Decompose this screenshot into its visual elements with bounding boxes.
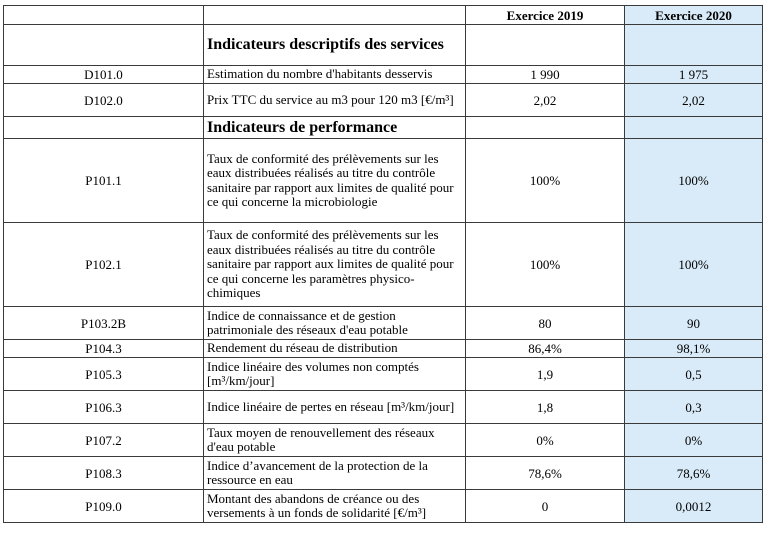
indicator-code: P105.3 — [4, 358, 204, 391]
value-2019: 78,6% — [466, 457, 625, 490]
indicator-label: Indice linéaire des volumes non comptés [m³/km/jour] — [204, 358, 466, 391]
value-2019: 86,4% — [466, 340, 625, 358]
value-2020: 0% — [625, 424, 763, 457]
value-2020: 0,5 — [625, 358, 763, 391]
table-row — [4, 139, 763, 223]
indicator-code: D102.0 — [4, 84, 204, 117]
table-row — [4, 424, 763, 457]
indicator-code: P106.3 — [4, 391, 204, 424]
section-title: Indicateurs de performance — [204, 117, 466, 139]
table-row — [4, 84, 763, 117]
value-2020: 90 — [625, 307, 763, 340]
value-2019: 1 990 — [466, 66, 625, 84]
indicator-label: Taux de conformité des prélèvements sur les eaux distribuées réalisés au titre du contrôle sanitaire par rapport aux limites de qualité pour ce qui concerne les paramètres physico-chimiques — [204, 223, 466, 307]
section-title: Indicateurs descriptifs des services — [204, 25, 466, 66]
indicator-label: Montant des abandons de créance ou des versements à un fonds de solidarité [€/m³] — [204, 490, 466, 523]
value-2020: 0,3 — [625, 391, 763, 424]
indicator-code: P108.3 — [4, 457, 204, 490]
value-2020: 98,1% — [625, 340, 763, 358]
header-code — [4, 6, 204, 25]
value-2019: 1,8 — [466, 391, 625, 424]
indicator-code: P109.0 — [4, 490, 204, 523]
value-2020: 78,6% — [625, 457, 763, 490]
table-row — [4, 457, 763, 490]
section-code-cell — [4, 25, 204, 66]
value-2019: 0 — [466, 490, 625, 523]
indicator-label: Indice linéaire de pertes en réseau [m³/km/jour] — [204, 391, 466, 424]
indicator-label: Taux de conformité des prélèvements sur les eaux distribuées réalisés au titre du contrôle sanitaire par rapport aux limites de qualité pour ce qui concerne la microbiologie — [204, 139, 466, 223]
section-2019-cell — [466, 25, 625, 66]
table-row — [4, 223, 763, 307]
indicator-code: P103.2B — [4, 307, 204, 340]
indicator-label: Rendement du réseau de distribution — [204, 340, 466, 358]
table-row — [4, 340, 763, 358]
value-2019: 100% — [466, 139, 625, 223]
section-code-cell — [4, 117, 204, 139]
table-row — [4, 66, 763, 84]
indicator-code: P101.1 — [4, 139, 204, 223]
table-row — [4, 391, 763, 424]
indicator-label: Indice d’avancement de la protection de la ressource en eau — [204, 457, 466, 490]
value-2020: 100% — [625, 223, 763, 307]
indicator-label: Indice de connaissance et de gestion patrimoniale des réseaux d'eau potable — [204, 307, 466, 340]
value-2019: 100% — [466, 223, 625, 307]
section-row — [4, 25, 763, 66]
indicator-label: Estimation du nombre d'habitants desservis — [204, 66, 466, 84]
value-2020: 1 975 — [625, 66, 763, 84]
indicator-code: P107.2 — [4, 424, 204, 457]
indicator-code: P102.1 — [4, 223, 204, 307]
value-2019: 80 — [466, 307, 625, 340]
indicator-code: P104.3 — [4, 340, 204, 358]
section-2020-cell — [625, 117, 763, 139]
indicator-label: Taux moyen de renouvellement des réseaux d'eau potable — [204, 424, 466, 457]
table-row — [4, 490, 763, 523]
indicators-table — [3, 5, 763, 523]
table-row — [4, 307, 763, 340]
header-2019: Exercice 2019 — [466, 6, 625, 25]
header-2020: Exercice 2020 — [625, 6, 763, 25]
value-2020: 2,02 — [625, 84, 763, 117]
value-2019: 1,9 — [466, 358, 625, 391]
table-row — [4, 358, 763, 391]
indicator-label: Prix TTC du service au m3 pour 120 m3 [€/m³] — [204, 84, 466, 117]
value-2019: 2,02 — [466, 84, 625, 117]
section-2020-cell — [625, 25, 763, 66]
value-2020: 100% — [625, 139, 763, 223]
header-row — [4, 6, 763, 25]
section-row — [4, 117, 763, 139]
header-label — [204, 6, 466, 25]
value-2019: 0% — [466, 424, 625, 457]
section-2019-cell — [466, 117, 625, 139]
indicator-code: D101.0 — [4, 66, 204, 84]
value-2020: 0,0012 — [625, 490, 763, 523]
